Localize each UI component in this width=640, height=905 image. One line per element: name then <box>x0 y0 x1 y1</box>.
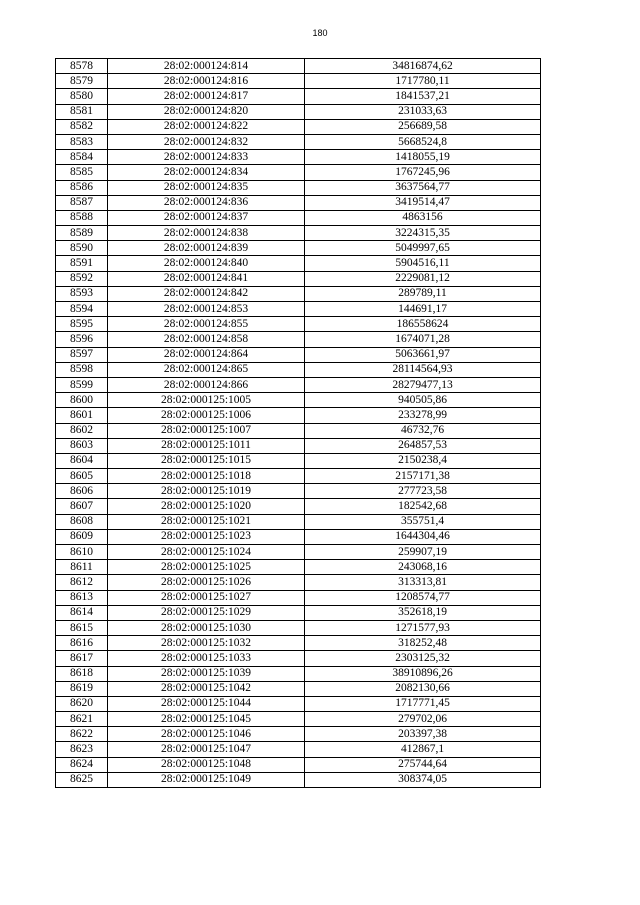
cadastral-number-cell: 28:02:000124:865 <box>108 362 305 377</box>
row-number-cell: 8621 <box>56 712 108 727</box>
row-number-cell: 8623 <box>56 742 108 757</box>
value-cell: 186558624 <box>305 317 541 332</box>
value-cell: 308374,05 <box>305 772 541 787</box>
row-number-cell: 8605 <box>56 469 108 484</box>
table-row <box>56 438 541 453</box>
value-cell: 231033,63 <box>305 104 541 119</box>
table-row <box>56 377 541 392</box>
cadastral-number-cell: 28:02:000124:814 <box>108 59 305 74</box>
value-cell: 1841537,21 <box>305 89 541 104</box>
cadastral-number-cell: 28:02:000124:839 <box>108 241 305 256</box>
cadastral-number-cell: 28:02:000125:1045 <box>108 712 305 727</box>
table-row <box>56 484 541 499</box>
value-cell: 289789,11 <box>305 286 541 301</box>
value-cell: 412867,1 <box>305 742 541 757</box>
cadastral-number-cell: 28:02:000124:834 <box>108 165 305 180</box>
value-cell: 1717780,11 <box>305 74 541 89</box>
cadastral-number-cell: 28:02:000125:1039 <box>108 666 305 681</box>
cadastral-number-cell: 28:02:000124:840 <box>108 256 305 271</box>
page-number: 180 <box>312 28 328 38</box>
row-number-cell: 8585 <box>56 165 108 180</box>
cadastral-number-cell: 28:02:000125:1006 <box>108 408 305 423</box>
row-number-cell: 8608 <box>56 514 108 529</box>
value-cell: 203397,38 <box>305 727 541 742</box>
cadastral-number-cell: 28:02:000124:855 <box>108 317 305 332</box>
cadastral-number-cell: 28:02:000124:841 <box>108 271 305 286</box>
cadastral-number-cell: 28:02:000124:866 <box>108 377 305 392</box>
table-row <box>56 332 541 347</box>
table-row <box>56 393 541 408</box>
value-cell: 182542,68 <box>305 499 541 514</box>
cadastral-number-cell: 28:02:000125:1048 <box>108 757 305 772</box>
table-row <box>56 712 541 727</box>
cadastral-number-cell: 28:02:000125:1020 <box>108 499 305 514</box>
value-cell: 1271577,93 <box>305 620 541 635</box>
cadastral-number-cell: 28:02:000124:858 <box>108 332 305 347</box>
table-row <box>56 74 541 89</box>
cadastral-number-cell: 28:02:000125:1011 <box>108 438 305 453</box>
table-row <box>56 727 541 742</box>
table-row <box>56 590 541 605</box>
table-row <box>56 150 541 165</box>
table-row <box>56 560 541 575</box>
row-number-cell: 8586 <box>56 180 108 195</box>
table-row <box>56 772 541 787</box>
value-cell: 46732,76 <box>305 423 541 438</box>
table-row <box>56 271 541 286</box>
cadastral-number-cell: 28:02:000125:1019 <box>108 484 305 499</box>
value-cell: 1644304,46 <box>305 529 541 544</box>
cadastral-number-cell: 28:02:000124:853 <box>108 302 305 317</box>
table-row <box>56 104 541 119</box>
row-number-cell: 8615 <box>56 620 108 635</box>
cadastral-number-cell: 28:02:000125:1024 <box>108 545 305 560</box>
value-cell: 1208574,77 <box>305 590 541 605</box>
row-number-cell: 8624 <box>56 757 108 772</box>
row-number-cell: 8589 <box>56 226 108 241</box>
row-number-cell: 8578 <box>56 59 108 74</box>
row-number-cell: 8609 <box>56 529 108 544</box>
value-cell: 256689,58 <box>305 119 541 134</box>
table-row <box>56 286 541 301</box>
value-cell: 34816874,62 <box>305 59 541 74</box>
table-row <box>56 636 541 651</box>
cadastral-number-cell: 28:02:000125:1047 <box>108 742 305 757</box>
row-number-cell: 8592 <box>56 271 108 286</box>
value-cell: 2157171,38 <box>305 469 541 484</box>
row-number-cell: 8584 <box>56 150 108 165</box>
row-number-cell: 8588 <box>56 210 108 225</box>
cadastral-number-cell: 28:02:000124:838 <box>108 226 305 241</box>
value-cell: 3419514,47 <box>305 195 541 210</box>
value-cell: 2150238,4 <box>305 453 541 468</box>
value-cell: 5668524,8 <box>305 134 541 149</box>
cadastral-number-cell: 28:02:000125:1015 <box>108 453 305 468</box>
value-cell: 3224315,35 <box>305 226 541 241</box>
value-cell: 38910896,26 <box>305 666 541 681</box>
table-row <box>56 545 541 560</box>
value-cell: 940505,86 <box>305 393 541 408</box>
value-cell: 28114564,93 <box>305 362 541 377</box>
row-number-cell: 8616 <box>56 636 108 651</box>
cadastral-number-cell: 28:02:000125:1023 <box>108 529 305 544</box>
value-cell: 259907,19 <box>305 545 541 560</box>
row-number-cell: 8595 <box>56 317 108 332</box>
table-row <box>56 681 541 696</box>
row-number-cell: 8593 <box>56 286 108 301</box>
row-number-cell: 8619 <box>56 681 108 696</box>
value-cell: 275744,64 <box>305 757 541 772</box>
row-number-cell: 8581 <box>56 104 108 119</box>
value-cell: 279702,06 <box>305 712 541 727</box>
value-cell: 1717771,45 <box>305 696 541 711</box>
row-number-cell: 8579 <box>56 74 108 89</box>
table-row <box>56 89 541 104</box>
table-row <box>56 620 541 635</box>
value-cell: 1674071,28 <box>305 332 541 347</box>
table-row <box>56 696 541 711</box>
row-number-cell: 8597 <box>56 347 108 362</box>
value-cell: 2303125,32 <box>305 651 541 666</box>
row-number-cell: 8599 <box>56 377 108 392</box>
cadastral-number-cell: 28:02:000125:1030 <box>108 620 305 635</box>
value-cell: 233278,99 <box>305 408 541 423</box>
table-row <box>56 210 541 225</box>
table-row <box>56 317 541 332</box>
table-row <box>56 453 541 468</box>
cadastral-number-cell: 28:02:000125:1005 <box>108 393 305 408</box>
value-cell: 243068,16 <box>305 560 541 575</box>
cadastral-number-cell: 28:02:000124:832 <box>108 134 305 149</box>
table-row <box>56 134 541 149</box>
row-number-cell: 8601 <box>56 408 108 423</box>
cadastral-number-cell: 28:02:000125:1029 <box>108 605 305 620</box>
row-number-cell: 8603 <box>56 438 108 453</box>
cadastral-number-cell: 28:02:000125:1018 <box>108 469 305 484</box>
cadastral-number-cell: 28:02:000124:836 <box>108 195 305 210</box>
table-row <box>56 666 541 681</box>
value-cell: 1767245,96 <box>305 165 541 180</box>
row-number-cell: 8580 <box>56 89 108 104</box>
cadastral-number-cell: 28:02:000124:842 <box>108 286 305 301</box>
row-number-cell: 8622 <box>56 727 108 742</box>
value-cell: 28279477,13 <box>305 377 541 392</box>
table-row <box>56 226 541 241</box>
value-cell: 3637564,77 <box>305 180 541 195</box>
table-row <box>56 362 541 377</box>
value-cell: 313313,81 <box>305 575 541 590</box>
table-row <box>56 408 541 423</box>
value-cell: 277723,58 <box>305 484 541 499</box>
row-number-cell: 8610 <box>56 545 108 560</box>
value-cell: 2082130,66 <box>305 681 541 696</box>
cadastral-number-cell: 28:02:000124:835 <box>108 180 305 195</box>
row-number-cell: 8612 <box>56 575 108 590</box>
cadastral-number-cell: 28:02:000124:837 <box>108 210 305 225</box>
table-row <box>56 529 541 544</box>
value-cell: 355751,4 <box>305 514 541 529</box>
cadastral-number-cell: 28:02:000124:833 <box>108 150 305 165</box>
table-row <box>56 469 541 484</box>
cadastral-number-cell: 28:02:000125:1032 <box>108 636 305 651</box>
row-number-cell: 8607 <box>56 499 108 514</box>
table-row <box>56 575 541 590</box>
row-number-cell: 8618 <box>56 666 108 681</box>
cadastral-number-cell: 28:02:000124:864 <box>108 347 305 362</box>
row-number-cell: 8625 <box>56 772 108 787</box>
value-cell: 5049997,65 <box>305 241 541 256</box>
cadastral-number-cell: 28:02:000125:1033 <box>108 651 305 666</box>
table-row <box>56 347 541 362</box>
row-number-cell: 8582 <box>56 119 108 134</box>
row-number-cell: 8594 <box>56 302 108 317</box>
row-number-cell: 8606 <box>56 484 108 499</box>
table-row <box>56 757 541 772</box>
row-number-cell: 8602 <box>56 423 108 438</box>
table-row <box>56 165 541 180</box>
row-number-cell: 8600 <box>56 393 108 408</box>
cadastral-number-cell: 28:02:000124:822 <box>108 119 305 134</box>
row-number-cell: 8611 <box>56 560 108 575</box>
cadastral-number-cell: 28:02:000125:1025 <box>108 560 305 575</box>
value-cell: 2229081,12 <box>305 271 541 286</box>
table-row <box>56 499 541 514</box>
row-number-cell: 8613 <box>56 590 108 605</box>
row-number-cell: 8620 <box>56 696 108 711</box>
value-cell: 144691,17 <box>305 302 541 317</box>
row-number-cell: 8596 <box>56 332 108 347</box>
cadastral-number-cell: 28:02:000125:1042 <box>108 681 305 696</box>
value-cell: 4863156 <box>305 210 541 225</box>
table-row <box>56 59 541 74</box>
cadastral-number-cell: 28:02:000124:816 <box>108 74 305 89</box>
row-number-cell: 8617 <box>56 651 108 666</box>
row-number-cell: 8604 <box>56 453 108 468</box>
table-row <box>56 651 541 666</box>
cadastral-number-cell: 28:02:000124:817 <box>108 89 305 104</box>
table-row <box>56 605 541 620</box>
table-row <box>56 514 541 529</box>
table-row <box>56 742 541 757</box>
value-cell: 1418055,19 <box>305 150 541 165</box>
row-number-cell: 8614 <box>56 605 108 620</box>
value-cell: 264857,53 <box>305 438 541 453</box>
cadastral-number-cell: 28:02:000124:820 <box>108 104 305 119</box>
table-row <box>56 302 541 317</box>
cadastral-number-cell: 28:02:000125:1046 <box>108 727 305 742</box>
table-row <box>56 195 541 210</box>
cadastral-value-table <box>55 58 541 788</box>
value-cell: 352618,19 <box>305 605 541 620</box>
table-row <box>56 241 541 256</box>
cadastral-number-cell: 28:02:000125:1044 <box>108 696 305 711</box>
row-number-cell: 8587 <box>56 195 108 210</box>
table-row <box>56 256 541 271</box>
value-cell: 5904516,11 <box>305 256 541 271</box>
value-cell: 5063661,97 <box>305 347 541 362</box>
row-number-cell: 8583 <box>56 134 108 149</box>
table-body <box>56 59 541 788</box>
row-number-cell: 8591 <box>56 256 108 271</box>
row-number-cell: 8598 <box>56 362 108 377</box>
table-row <box>56 180 541 195</box>
cadastral-number-cell: 28:02:000125:1027 <box>108 590 305 605</box>
value-cell: 318252,48 <box>305 636 541 651</box>
cadastral-number-cell: 28:02:000125:1021 <box>108 514 305 529</box>
cadastral-number-cell: 28:02:000125:1007 <box>108 423 305 438</box>
cadastral-number-cell: 28:02:000125:1026 <box>108 575 305 590</box>
cadastral-number-cell: 28:02:000125:1049 <box>108 772 305 787</box>
row-number-cell: 8590 <box>56 241 108 256</box>
table-row <box>56 423 541 438</box>
table-row <box>56 119 541 134</box>
